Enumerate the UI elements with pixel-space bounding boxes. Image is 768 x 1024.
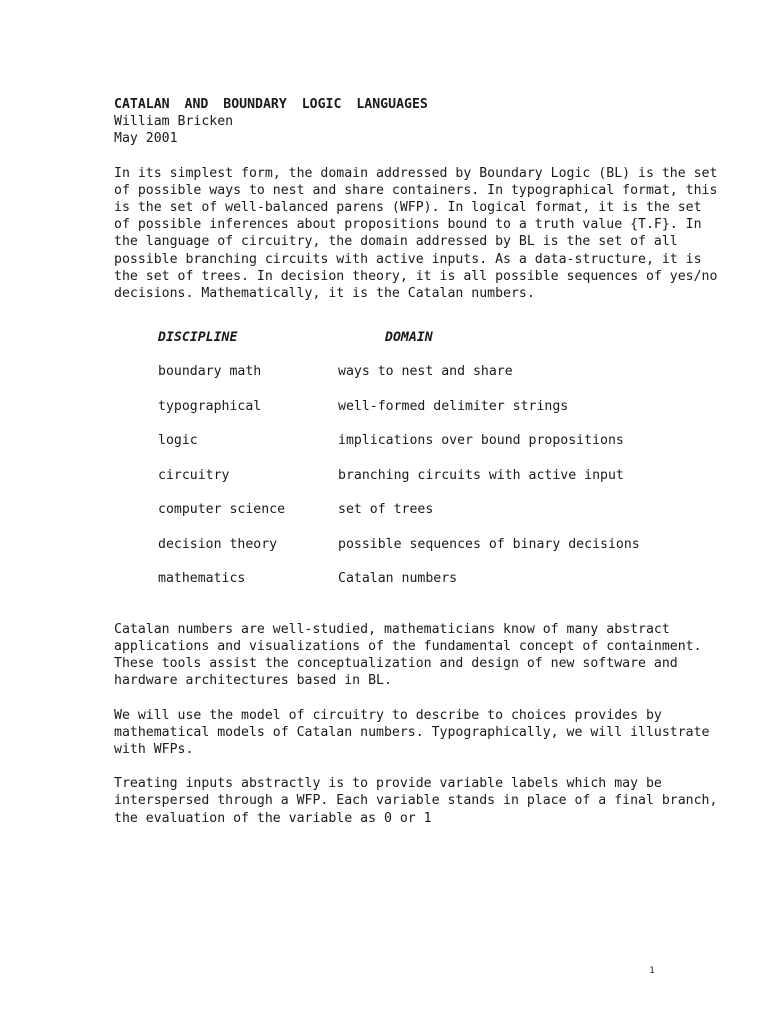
domain-cell: branching circuits with active input bbox=[338, 467, 624, 483]
intro-paragraph: In its simplest form, the domain addressed by Boundary Logic (BL) is the set of possible ways to nest and share containers. In typographical format, this is the set of well-balanced parens (WFP). In logical format, it is the set of possible inferences about propositions bound to a truth value {T.F}. In the language of circuitry, the domain addressed by BL is the set of all possible branching circuits with active inputs. As a data-structure, it is the set of trees. In decision theory, it is all possible sequences of yes/no decisions. Mathematically, it is the Catalan numbers. bbox=[114, 165, 718, 302]
table-header bbox=[158, 329, 734, 363]
document-author: William Bricken bbox=[114, 114, 234, 130]
table-row bbox=[158, 570, 734, 605]
domain-cell: possible sequences of binary decisions bbox=[338, 536, 640, 552]
table-row bbox=[158, 501, 734, 536]
discipline-cell: decision theory bbox=[158, 536, 278, 552]
table-row bbox=[158, 467, 734, 502]
body-section-1 bbox=[114, 621, 734, 690]
table-row bbox=[158, 363, 734, 398]
discipline-cell: computer science bbox=[158, 502, 286, 518]
table-row bbox=[158, 432, 734, 467]
body-section-3 bbox=[114, 775, 734, 827]
page-number: 1 bbox=[649, 966, 655, 976]
header-discipline: DISCIPLINE bbox=[158, 330, 238, 346]
document-title: CATALAN AND BOUNDARY LOGIC LANGUAGES bbox=[114, 97, 428, 112]
domain-cell: implications over bound propositions bbox=[338, 433, 624, 449]
document-date: May 2001 bbox=[114, 131, 178, 147]
table-row bbox=[158, 398, 734, 433]
body-paragraph: We will use the model of circuitry to describe to choices provides by mathematical models of Catalan numbers. Typographically, we will illustrate with WFPs. bbox=[114, 707, 710, 757]
discipline-domain-table bbox=[158, 329, 734, 605]
discipline-cell: logic bbox=[158, 433, 198, 449]
body-section-2 bbox=[114, 707, 734, 759]
domain-cell: ways to nest and share bbox=[338, 364, 513, 380]
discipline-cell: mathematics bbox=[158, 571, 246, 587]
document-page bbox=[114, 96, 734, 827]
body-paragraph: Catalan numbers are well-studied, mathematicians know of many abstract applications and visualizations of the fundamental concept of containment. These tools assist the conceptualization and design of new software and hardware architectures based in BL. bbox=[114, 621, 702, 689]
domain-cell: set of trees bbox=[338, 502, 434, 518]
discipline-cell: typographical bbox=[158, 398, 262, 414]
domain-cell: well-formed delimiter strings bbox=[338, 398, 569, 414]
document-header bbox=[114, 96, 734, 148]
intro-section bbox=[114, 165, 734, 303]
header-domain: DOMAIN bbox=[385, 330, 433, 346]
body-paragraph: Treating inputs abstractly is to provide variable labels which may be interspersed through a WFP. Each variable stands in place of a final branch, the evaluation of the variable as 0 or 1 bbox=[114, 776, 718, 826]
domain-cell: Catalan numbers bbox=[338, 571, 458, 587]
discipline-cell: boundary math bbox=[158, 364, 262, 380]
discipline-cell: circuitry bbox=[158, 467, 230, 483]
table-row bbox=[158, 536, 734, 571]
